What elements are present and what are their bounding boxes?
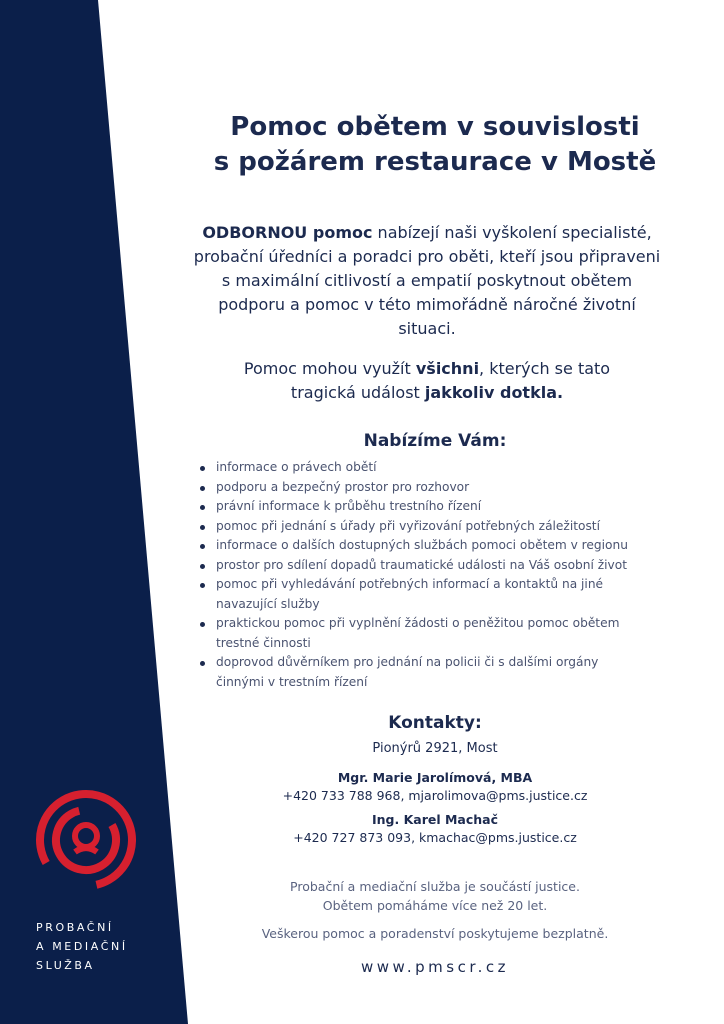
intro-bold: ODBORNOU pomoc xyxy=(202,223,373,242)
contact-name: Ing. Karel Machač xyxy=(371,812,499,827)
contact-person xyxy=(160,769,710,805)
bullet-icon xyxy=(200,544,205,549)
contact-name: Mgr. Marie Jarolímová, MBA xyxy=(337,770,533,785)
contact-address: Pionýrů 2921, Most xyxy=(372,741,498,756)
offer-heading: Nabízíme Vám: xyxy=(363,431,507,451)
org-name-line2: A MEDIAČNÍ xyxy=(36,940,128,953)
intro-line4: podporu a pomoc v této mimořádně náročné životní xyxy=(218,295,636,314)
everyone-p3: tragická událost xyxy=(290,383,425,402)
everyone-p2: , kterých se tato xyxy=(479,359,611,378)
contacts-heading: Kontakty: xyxy=(388,713,482,733)
everyone-p1: Pomoc mohou využít xyxy=(243,359,416,378)
list-item: informace o dalších dostupných službách pomoci obětem v regionu xyxy=(200,536,660,556)
bullet-icon xyxy=(200,486,205,491)
page-title xyxy=(160,110,710,180)
everyone-paragraph xyxy=(160,357,694,405)
list-item: právní informace k průběhu trestního řízení xyxy=(200,497,660,517)
footer-about xyxy=(160,877,710,915)
list-item: podporu a bezpečný prostor pro rozhovor xyxy=(200,478,660,498)
contact-info: +420 727 873 093, kmachac@pms.justice.cz xyxy=(293,830,577,845)
footer-line2: Obětem pomáháme více než 20 let. xyxy=(322,898,548,913)
website-link[interactable]: www.pmscr.cz xyxy=(360,958,510,976)
main-content xyxy=(160,0,710,1024)
list-item: pomoc při jednání s úřady při vyřizování potřebných záležitostí xyxy=(200,517,660,537)
footer-free: Veškerou pomoc a poradenství poskytujeme bezplatně. xyxy=(261,926,609,941)
intro-line2: probační úředníci a poradci pro oběti, kteří jsou připraveni xyxy=(193,247,661,266)
org-name-line3: SLUŽBA xyxy=(36,959,95,972)
footer-line1: Probační a mediační služba je součástí justice. xyxy=(290,879,580,894)
everyone-b2: jakkoliv dotkla. xyxy=(424,383,564,402)
contact-info: +420 733 788 968, mjarolimova@pms.justice.cz xyxy=(282,788,588,803)
list-item: prostor pro sdílení dopadů traumatické události na Váš osobní život xyxy=(200,556,660,576)
everyone-b1: všichni xyxy=(415,359,480,378)
title-line1: Pomoc obětem v souvislosti xyxy=(230,112,640,142)
org-name xyxy=(36,918,128,975)
bullet-icon xyxy=(200,661,205,666)
title-line2: s požárem restaurace v Mostě xyxy=(213,147,657,177)
bullet-icon xyxy=(200,466,205,471)
list-item: pomoc při vyhledávání potřebných informací a kontaktů na jiné navazující služby xyxy=(200,575,660,614)
org-name-line1: PROBAČNÍ xyxy=(36,921,114,934)
offer-list xyxy=(200,458,660,692)
intro-paragraph xyxy=(160,221,694,341)
bullet-icon xyxy=(200,525,205,530)
bullet-icon xyxy=(200,505,205,510)
list-item: informace o právech obětí xyxy=(200,458,660,478)
bullet-icon xyxy=(200,622,205,627)
contact-person xyxy=(160,811,710,847)
intro-line3: s maximální citlivostí a empatií poskytnout obětem xyxy=(221,271,633,290)
bullet-icon xyxy=(200,583,205,588)
list-item: praktickou pomoc při vyplnění žádosti o peněžitou pomoc obětem trestné činnosti xyxy=(200,614,660,653)
pms-logo-icon xyxy=(30,786,136,896)
list-item: doprovod důvěrníkem pro jednání na policii či s dalšími orgány činnými v trestním řízení xyxy=(200,653,660,692)
intro-line1-rest: nabízejí naši vyškolení specialisté, xyxy=(372,223,652,242)
bullet-icon xyxy=(200,564,205,569)
intro-line5: situaci. xyxy=(398,319,456,338)
